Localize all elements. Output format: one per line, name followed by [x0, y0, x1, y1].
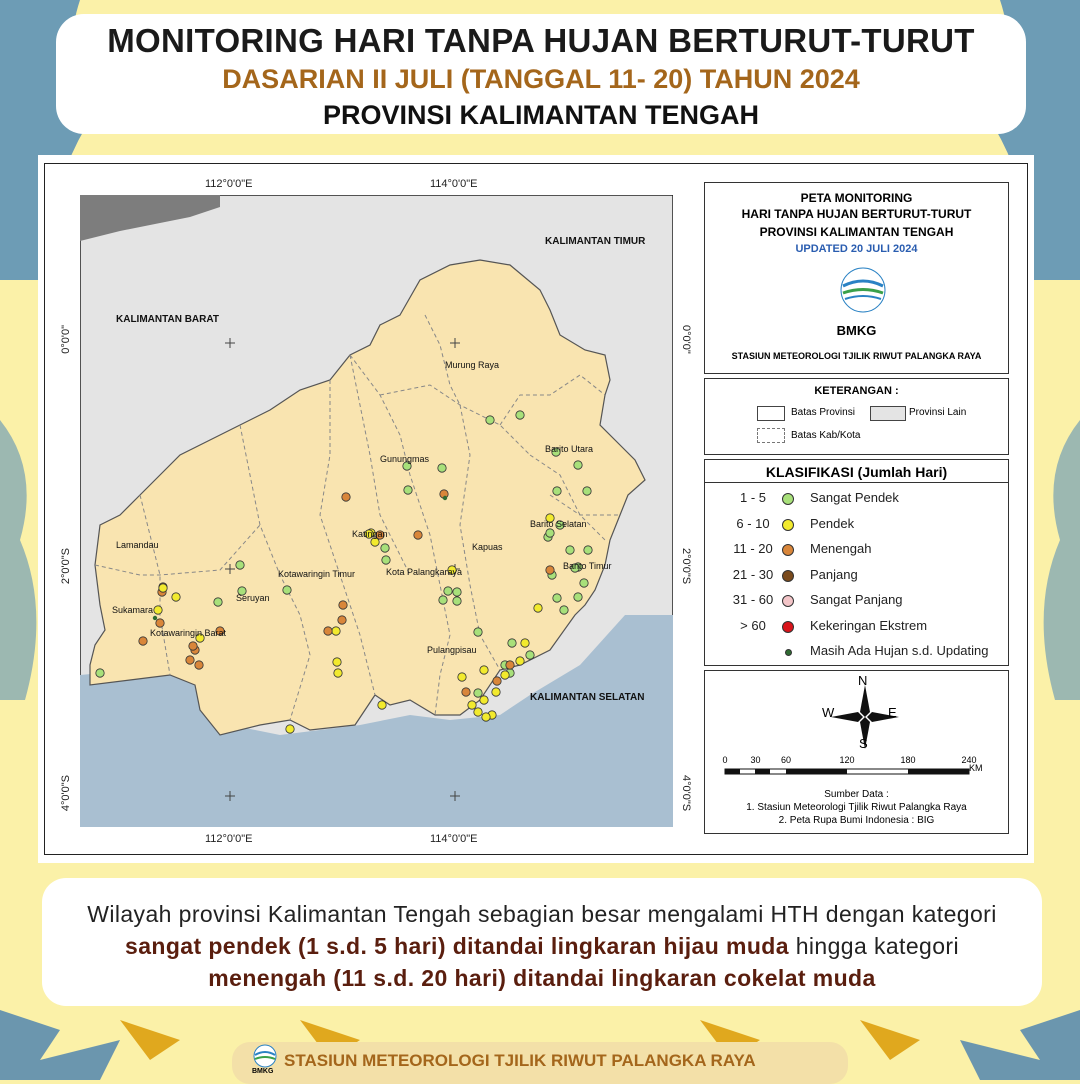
legend-dot [782, 570, 794, 582]
caption-highlight1: sangat pendek (1 s.d. 5 hari) ditandai lingkaran hijau muda [125, 933, 789, 959]
label-kota-palangka-raya: Kota Palangkaraya [386, 567, 463, 577]
station-point [156, 619, 164, 627]
legend-row [705, 567, 1005, 587]
compass-n: N [858, 673, 868, 688]
station-point-rain [153, 616, 157, 620]
map-title-line3: PROVINSI KALIMANTAN TENGAH [759, 225, 954, 239]
station-point [474, 708, 482, 716]
compass-s: S [859, 736, 868, 751]
station-point [286, 725, 294, 733]
legend-range: 31 - 60 [732, 592, 774, 607]
scale-bar [717, 751, 997, 785]
station-point [462, 688, 470, 696]
batas-provinsi-label: Batas Provinsi [791, 407, 855, 418]
lat-label-4: 4°0'0"S [60, 775, 72, 812]
lon-label-112-bottom: 112°0'0"E [205, 833, 253, 845]
station-point [516, 657, 524, 665]
sources-line2: 2. Peta Rupa Bumi Indonesia : BIG [778, 815, 935, 826]
station-point [486, 416, 494, 424]
station-point [382, 556, 390, 564]
footer [232, 1042, 848, 1084]
station-point [378, 701, 386, 709]
region-kalbar: KALIMANTAN BARAT [116, 314, 219, 325]
station-point [458, 673, 466, 681]
sources-line1: 1. Stasiun Meteorologi Tjilik Riwut Palangka Raya [746, 802, 967, 813]
legend-label: Panjang [810, 566, 858, 582]
legend-row [705, 516, 1005, 536]
station-point [583, 487, 591, 495]
lat-label-0-right: 0°0'0" [680, 325, 692, 354]
station-point [283, 586, 291, 594]
station-point [186, 656, 194, 664]
label-murung-raya: Murung Raya [445, 360, 500, 370]
station-point [584, 546, 592, 554]
scale-tick-label: 30 [750, 755, 761, 765]
station-point [324, 627, 332, 635]
station-point [381, 544, 389, 552]
sources-title: Sumber Data : [824, 789, 889, 800]
lon-label-112: 112°0'0"E [205, 178, 253, 190]
station-point [189, 642, 197, 650]
footer-text: STASIUN METEOROLOGI TJILIK RIWUT PALANGKA RAYA [284, 1051, 756, 1070]
station-point [553, 594, 561, 602]
legend-dot [782, 544, 794, 556]
batas-kab-label: Batas Kab/Kota [791, 430, 861, 441]
caption-highlight2: menengah (11 s.d. 20 hari) ditandai lingkaran cokelat muda [208, 965, 876, 991]
station-point [480, 666, 488, 674]
station-point [580, 579, 588, 587]
map-updated: UPDATED 20 JULI 2024 [795, 243, 918, 255]
legend-row [705, 643, 1005, 663]
label-barito-timur: Barito Timur [563, 561, 612, 571]
station-point [96, 669, 104, 677]
map-canvas [80, 195, 673, 827]
station-point [521, 639, 529, 647]
station-point [574, 593, 582, 601]
lon-label-114: 114°0'0"E [430, 178, 478, 190]
station-point [474, 689, 482, 697]
legend-row [705, 592, 1005, 612]
legend-label: Sangat Pendek [810, 490, 899, 505]
scale-tick-label: 0 [722, 755, 728, 765]
footer-logo [250, 1044, 280, 1070]
legend-range: 21 - 30 [732, 566, 774, 582]
map-title-line2: HARI TANPA HUJAN BERTURUT-TURUT [741, 207, 972, 221]
station-point [338, 616, 346, 624]
station-point [546, 566, 554, 574]
lat-label-2: 2°0'0"S [60, 548, 72, 585]
map-title-line1: PETA MONITORING [800, 191, 913, 205]
station-point [453, 597, 461, 605]
station-point [159, 584, 167, 592]
map-title-box [704, 182, 1009, 374]
legend-row [705, 541, 1005, 561]
legend-range: 11 - 20 [733, 541, 773, 556]
scale-tick-label: 60 [780, 755, 792, 765]
legend-row [705, 490, 1005, 510]
station-point [546, 529, 554, 537]
scale-tick-label: 180 [900, 755, 916, 765]
legend-label: Menengah [810, 541, 872, 556]
legend-label: Sangat Panjang [810, 592, 903, 607]
station-point [468, 701, 476, 709]
klasifikasi-box [704, 459, 1009, 666]
station-point [480, 696, 488, 704]
lat-label-2-right: 2°0'0"S [680, 548, 692, 585]
scale-tick-label: 240 [961, 755, 977, 765]
legend-row [705, 618, 1005, 638]
station-point [508, 639, 516, 647]
station-point [566, 546, 574, 554]
station-point [139, 637, 147, 645]
legend-dot [785, 649, 792, 656]
station-point [214, 598, 222, 606]
batas-kab-swatch [757, 428, 785, 443]
legend-range: 6 - 10 [736, 515, 770, 531]
region-kalsel: KALIMANTAN SELATAN [530, 692, 645, 703]
legend-label: Pendek [810, 515, 855, 531]
station-point [516, 411, 524, 419]
station-point [371, 538, 379, 546]
station-point [526, 651, 534, 659]
page-title: MONITORING HARI TANPA HUJAN BERTURUT-TURUT [107, 22, 975, 59]
caption-part1: Wilayah provinsi Kalimantan Tengah sebagian besar mengalami HTH dengan kategori [87, 901, 997, 927]
label-katingan: Katingan [352, 529, 388, 539]
provinsi-lain-swatch [870, 406, 906, 421]
station-point [444, 587, 452, 595]
station-point [482, 713, 490, 721]
keterangan-box [704, 378, 1009, 455]
page-subtitle: DASARIAN II JULI (TANGGAL 11- 20) TAHUN 2024 [222, 64, 860, 94]
station-point [195, 661, 203, 669]
legend-dot [782, 519, 794, 531]
station-point [438, 464, 446, 472]
station-point [439, 596, 447, 604]
bmkg-logo-text: BMKG [836, 323, 877, 338]
label-barito-selatan: Barito Selatan [530, 519, 587, 529]
station-point [333, 658, 341, 666]
caption-card [42, 878, 1042, 1006]
label-barito-utara: Barito Utara [545, 444, 594, 454]
legend-label: Kekeringan Ekstrem [810, 617, 928, 633]
station-point [501, 671, 509, 679]
station-point [553, 487, 561, 495]
provinsi-lain-label: Provinsi Lain [909, 407, 967, 418]
footer-logo-text: BMKG [252, 1068, 274, 1075]
legend-label: Masih Ada Hujan s.d. Updating [810, 643, 989, 658]
compass-w: W [822, 705, 835, 720]
label-sukamara: Sukamara [112, 605, 154, 615]
station-point [493, 677, 501, 685]
label-seruyan: Seruyan [236, 593, 270, 603]
legend-range: 1 - 5 [739, 490, 766, 505]
legend-dot [782, 493, 794, 505]
caption-part2: hingga kategori [788, 933, 959, 959]
compass-e: E [888, 705, 897, 720]
compass-scale-box [704, 670, 1009, 834]
label-kotawaringin-barat: Kotawaringin Barat [150, 628, 227, 638]
keterangan-title: KETERANGAN : [814, 385, 899, 397]
bmkg-logo [835, 266, 891, 314]
station-point [492, 688, 500, 696]
legend-dot [782, 621, 794, 633]
station-point-rain [443, 496, 447, 500]
station-point [334, 669, 342, 677]
region-kaltim: KALIMANTAN TIMUR [545, 236, 646, 247]
station-point [342, 493, 350, 501]
station-point [574, 461, 582, 469]
station-point [332, 627, 340, 635]
station-point [414, 531, 422, 539]
station-point [339, 601, 347, 609]
scale-unit: KM [969, 763, 983, 773]
klasifikasi-title: KLASIFIKASI (Jumlah Hari) [765, 464, 948, 480]
label-gunung-mas: Gunungmas [380, 454, 430, 464]
label-pulang-pisau: Pulangpisau [427, 645, 477, 655]
label-kotawaringin-timur: Kotawaringin Timur [278, 569, 356, 579]
station-name: STASIUN METEOROLOGI TJILIK RIWUT PALANGKA RAYA [731, 351, 982, 361]
lat-label-4-right: 4°0'0"S [680, 775, 692, 812]
lon-label-114-bottom: 114°0'0"E [430, 833, 478, 845]
batas-provinsi-swatch [757, 406, 785, 421]
station-point [560, 606, 568, 614]
caption-text [72, 898, 1012, 994]
station-point [474, 628, 482, 636]
title-card [56, 14, 1026, 134]
legend-range: > 60 [740, 617, 766, 633]
station-point [534, 604, 542, 612]
scale-tick-label: 120 [839, 755, 855, 765]
station-point [506, 661, 514, 669]
station-point [172, 593, 180, 601]
label-kapuas: Kapuas [472, 542, 503, 552]
label-lamandau: Lamandau [116, 540, 159, 550]
station-point [236, 561, 244, 569]
station-point [404, 486, 412, 494]
station-point [154, 606, 162, 614]
lat-label-0: 0°0'0" [60, 325, 72, 354]
legend-dot [782, 595, 794, 607]
station-point [453, 588, 461, 596]
page-province: PROVINSI KALIMANTAN TENGAH [323, 100, 759, 130]
